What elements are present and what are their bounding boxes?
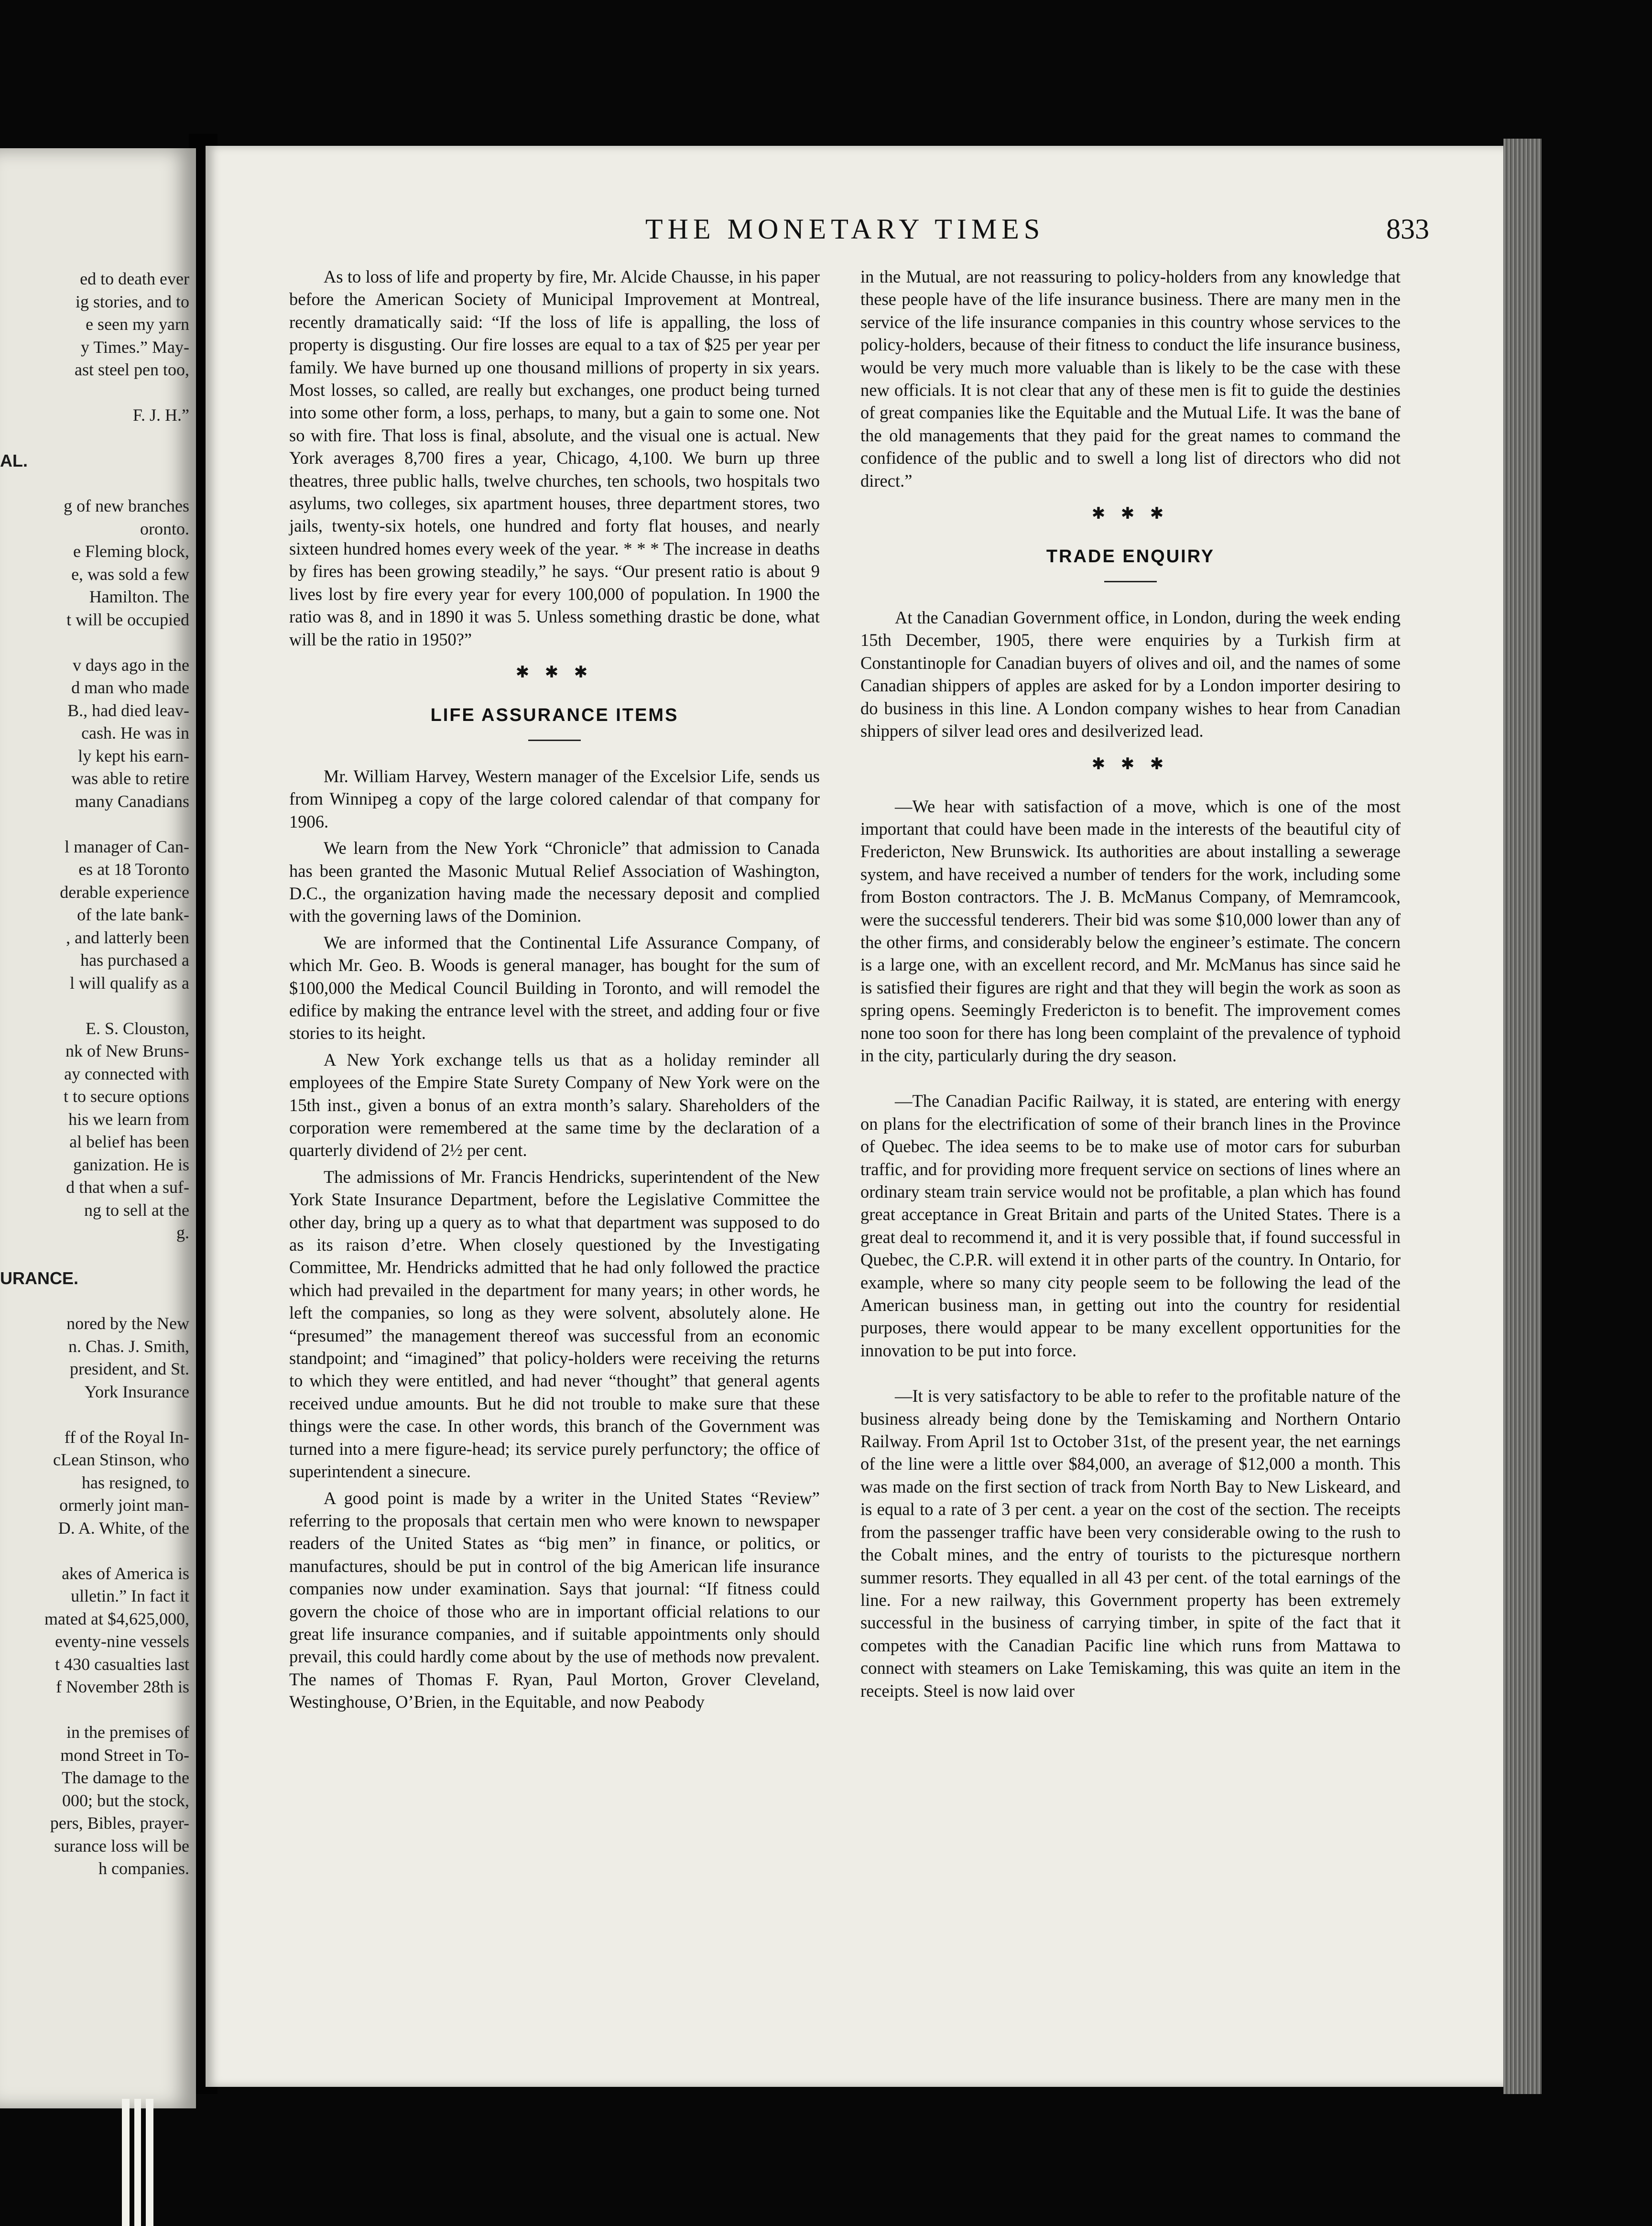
facing-page-line: d man who made xyxy=(71,678,189,697)
facing-page-line: es at 18 Toronto xyxy=(78,860,189,879)
facing-page-line xyxy=(0,1290,196,1313)
facing-page-line: t will be occupied xyxy=(66,610,189,629)
facing-page-line: g. xyxy=(176,1223,189,1242)
facing-page-line: v days ago in the xyxy=(73,655,189,675)
facing-page-line: ig stories, and to xyxy=(76,292,189,311)
facing-page-line: ast steel pen too, xyxy=(75,360,189,379)
facing-page-line: e seen my yarn xyxy=(86,315,189,334)
facing-page-line: D. A. White, of the xyxy=(58,1518,189,1538)
facing-page-line: has purchased a xyxy=(80,950,189,970)
facing-page-line: The damage to the xyxy=(62,1768,189,1787)
facing-page-line: n. Chas. J. Smith, xyxy=(68,1336,189,1356)
facing-page-line: URANCE. xyxy=(0,1268,79,1288)
facing-page-line xyxy=(0,1699,196,1722)
section-ornament: ✱ ✱ ✱ xyxy=(1091,755,1170,773)
facing-page-line: B., had died leav- xyxy=(67,700,189,720)
facing-page-line: ay connected with xyxy=(64,1064,189,1083)
facing-page-line: president, and St. xyxy=(70,1359,189,1378)
facing-page-line: mated at $4,625,000, xyxy=(44,1609,189,1628)
film-edge-stripes xyxy=(122,2099,155,2226)
heading-rule xyxy=(1104,581,1157,582)
facing-page-line: t 430 casualties last xyxy=(55,1654,189,1674)
facing-page-line: AL. xyxy=(0,451,28,470)
facing-page-line: of the late bank- xyxy=(77,905,189,924)
facing-page-line: his we learn from xyxy=(68,1109,189,1129)
facing-page xyxy=(0,148,196,2108)
facing-page-line xyxy=(0,1403,196,1426)
facing-page-line: g of new branches xyxy=(64,496,189,515)
paragraph-masonic-mutual: We learn from the New York “Chronicle” that admission to Canada has been granted the Masonic Mutual Relief Association of Washington, D.C., the organization having made the necessary deposit and complied with the governing laws of the Dominion. xyxy=(289,838,820,926)
facing-page-line: akes of America is xyxy=(62,1563,189,1583)
facing-page-line: many Canadians xyxy=(75,791,189,811)
facing-page-line: e Fleming block, xyxy=(73,542,189,561)
paragraph-temiskaming: —It is very satisfactory to be able to refer to the profitable nature of the business already being done by the Temiskaming and Northern Ontario Railway. From April 1st to October 31st, of the present year, the net earnings of the line were a little over $84,000, an average of $12,000 a month. This was made on the first section of track from North Bay to New Liskeard, and is equal to a rate of 3 per cent. a year on the cost of the section. The receipts from the passenger traffic have been very considerable owing to the rush to the Cobalt mines, and the entry of tourists to the picturesque northern summer resorts. They equalled in all 43 per cent. of the total earnings of the line. For a new railway, this Government property has been extremely successful in the business of carrying timber, in spite of the fact that it competes with the Canadian Pacific line which runs from Mattawa to connect with steamers on Lake Temiskaming, this was quite an item in the receipts. Steel is now laid over xyxy=(860,1386,1401,1701)
paragraph-canadian-pacific: —The Canadian Pacific Railway, it is stated, are entering with energy on plans for the electrification of some of their branch lines in the Province of Quebec. The idea seems to be to make use of motor cars for suburban traffic, and for providing more frequent service on sections of lines where an ordinary steam train service would not be profitable, a plan which has found great acceptance in Great Britain and parts of the United States. There is a great deal to recommend it, and it is very possible that, if found successful in Quebec, the C.P.R. will extend it in other parts of the country. In Ontario, for example, where so many city people seem to be following the lead of the American business man, in getting out into the country for residential purposes, there would appear to be many excellent opportunities for the innovation to be put into force. xyxy=(860,1091,1401,1360)
paragraph-continental-life: We are informed that the Continental Life Assurance Company, of which Mr. Geo. B. Woods is general manager, has bought for the sum of $100,000 the Medical Council Building in Toronto, and will remodel the edifice by making the entrance level with the street, and adding four or five stories to its height. xyxy=(289,932,820,1043)
paragraph-mutual-continued: in the Mutual, are not reassuring to policy-holders from any knowledge that these people have of the life insurance business. There are many men in the service of the life insurance companies in this country whose services to the policy-holders, because of their fitness to conduct the life insurance business, would be very much more valuable than is likely to be the case with these new officials. It is not clear that any of these men is fit to guide the destinies of great companies like the Equitable and the Mutual Life. It was the bane of the old managements that they paid for the great names to command the confidence of the public and to swell a long list of directors who did not direct.” xyxy=(860,267,1401,491)
right-column xyxy=(860,265,1401,1706)
heading-trade-enquiry: TRADE ENQUIRY xyxy=(1046,546,1215,567)
facing-page-line: York Insurance xyxy=(84,1382,189,1401)
facing-page-line: y Times.” May- xyxy=(80,337,189,357)
facing-page-line: , and latterly been xyxy=(66,928,189,947)
facing-page-line xyxy=(0,1244,196,1267)
facing-page-line: was able to retire xyxy=(71,769,189,788)
facing-page-line: ly kept his earn- xyxy=(78,746,189,765)
facing-page-line xyxy=(0,1539,196,1562)
facing-page-line: nk of New Bruns- xyxy=(65,1041,189,1060)
facing-page-line: F. J. H.” xyxy=(132,405,189,425)
facing-page-line: nored by the New xyxy=(66,1314,189,1333)
facing-page-line: t to secure options xyxy=(64,1087,189,1106)
paragraph-big-men: A good point is made by a writer in the United States “Review” referring to the proposals that certain men who were known to newspaper readers of the United States as “big men” in finance, or politics, or manufactures, should be put in control of the big American life insurance companies now under examination. Says that journal: “If fitness could govern the choice of those who are in important official relations to our great life insurance companies, and if suitable appointments only should prevail, this could hardly come about by the use of methods now prevalent. The names of Thomas F. Ryan, Paul Morton, Grover Cleveland, Westinghouse, O’Brien, in the Equitable, and now Peabody xyxy=(289,1488,820,1712)
page-header xyxy=(645,213,1429,256)
facing-page-line: Hamilton. The xyxy=(89,587,189,606)
facing-page-line: d that when a suf- xyxy=(66,1178,189,1197)
facing-page-line: cLean Stinson, who xyxy=(53,1450,189,1469)
facing-page-line xyxy=(0,382,196,404)
facing-page-line: mond Street in To- xyxy=(60,1745,189,1765)
paragraph-fire-losses: As to loss of life and property by fire, Mr. Alcide Chausse, in his paper before the American Society of Municipal Improvement at Montreal, recently dramatically said: “If the loss of life is appalling, the loss of property is disgusting. Our fire losses are equal to a tax of $25 per year per family. We have burned up one thousand millions of property in six years. Most losses, so called, are really but exchanges, one product being turned into some other form, a loss, perhaps, to many, but a gain to some one. Not so with fire. That loss is final, absolute, and the visual one is actual. New York averages 8,700 fires a year, Chicago, 4,100. We burn up three theatres, three public halls, twelve churches, ten schools, two hospitals two asylums, two colleges, six apartment houses, three department stores, two jails, twenty-six hotels, one hundred and forty flat houses, and nearly sixteen hundred homes every week of the year. * * * The increase in deaths by fires has been growing steadily,” he says. “Our present ratio is about 9 lives lost by fire every year for every 100,000 of population. In 1900 the ratio was 8, and in 1890 it was 5. Unless something drastic be done, what will be the ratio in 1950?” xyxy=(289,267,820,649)
left-column xyxy=(289,265,820,1717)
facing-page-line: al belief has been xyxy=(69,1132,189,1151)
facing-page-line: E. S. Clouston, xyxy=(85,1018,189,1038)
facing-page-line: ulletin.” In fact it xyxy=(71,1586,189,1605)
paragraph-hendricks: The admissions of Mr. Francis Hendricks, superintendent of the New York State Insurance Department, before the Legislative Committee the other day, bring up a query as to what that department was supposed to do as its raison d’etre. When closely questioned by the Investigating Committee, Mr. Hendricks admitted that he had only followed the practice which had prevailed in the department for many years; in other words, he left the companies, so long as they were solvent, absolutely alone. He “presumed” the management thereof was successful from an economic standpoint; and “imagined” that policy-holders were receiving the returns to which they were entitled, and had never “thought” that general agents received undue amounts. But he did not trouble to make sure that these things were the case. In other words, this branch of the Government was turned into a mere figure-head; its service purely perfunctory; the office of superintendent a sinecure. xyxy=(289,1167,820,1482)
page-number: 833 xyxy=(1386,213,1429,245)
facing-page-line: derable experience xyxy=(60,882,189,902)
running-title: THE MONETARY TIMES xyxy=(645,213,1045,245)
page-edges xyxy=(1503,139,1542,2094)
facing-page-line xyxy=(0,994,196,1017)
facing-page-line: ff of the Royal In- xyxy=(64,1427,189,1447)
facing-page-text xyxy=(0,268,196,1880)
facing-page-line: l manager of Can- xyxy=(65,837,189,856)
facing-page-line: f November 28th is xyxy=(56,1677,189,1696)
facing-page-line: in the premises of xyxy=(66,1723,189,1742)
facing-page-line: ed to death ever xyxy=(80,269,189,288)
main-page xyxy=(206,146,1503,2087)
facing-page-line: e, was sold a few xyxy=(71,564,189,584)
paragraph-empire-state-surety: A New York exchange tells us that as a holiday reminder all employees of the Empire State Surety Company of New York were on the 15th inst., given a bonus of an extra month’s salary. Shareholders of the corporation were remembered at the same time by the declaration of a quarterly dividend of 2½ per cent. xyxy=(289,1049,820,1160)
heading-rule xyxy=(528,740,581,741)
facing-page-line: pers, Bibles, prayer- xyxy=(50,1813,189,1833)
facing-page-line xyxy=(0,427,196,450)
facing-page-line: cash. He was in xyxy=(81,723,189,742)
facing-page-line: oronto. xyxy=(140,519,189,538)
paragraph-excelsior-life: Mr. William Harvey, Western manager of the Excelsior Life, sends us from Winnipeg a copy of the large colored calendar of that company for 1906. xyxy=(289,766,820,831)
section-ornament: ✱ ✱ ✱ xyxy=(1091,505,1170,523)
paragraph-trade-enquiry: At the Canadian Government office, in London, during the week ending 15th December, 1905, there were enquiries by a Turkish firm at Constantinople for Canadian buyers of olives and oil, and the names of some Canadian shippers of apples are asked for by a London importer desiring to do business in this line. A London company wishes to hear from Canadian shippers of silver lead ores and desilverized lead. xyxy=(860,608,1401,741)
facing-page-line: 000; but the stock, xyxy=(62,1790,189,1810)
section-ornament: ✱ ✱ ✱ xyxy=(515,663,594,681)
facing-page-line: has resigned, to xyxy=(82,1473,189,1492)
facing-page-line: surance loss will be xyxy=(54,1836,189,1855)
facing-page-line: ng to sell at the xyxy=(84,1200,189,1220)
facing-page-line: h companies. xyxy=(98,1859,189,1878)
facing-page-line: ormerly joint man- xyxy=(59,1495,189,1515)
facing-page-line: l will qualify as a xyxy=(70,973,189,993)
facing-page-line: ganization. He is xyxy=(73,1155,189,1174)
facing-page-line xyxy=(0,813,196,836)
facing-page-line xyxy=(0,631,196,654)
facing-page-line: eventy-nine vessels xyxy=(55,1632,189,1651)
facing-page-line xyxy=(0,472,196,495)
paragraph-fredericton: —We hear with satisfaction of a move, which is one of the most important that could have been made in the interests of the beautiful city of Fredericton, New Brunswick. Its authorities are about installing a sewerage system, and have received a number of tenders for the work, including some from Boston contractors. The J. B. McManus Company, of Memramcook, were the successful tenderers. Their bid was some $10,000 lower than any of the other firms, and considerably below the engineer’s estimate. The concern is a large one, with an excellent record, and Mr. McManus has since said he is satisfied their figures are right and that they will begin the work as soon as spring opens. Seemingly Fredericton is to benefit. The improvement comes none too soon for there has long been complaint of the prevalence of typhoid in the city, particularly during the dry season. xyxy=(860,796,1401,1065)
heading-life-assurance-items: LIFE ASSURANCE ITEMS xyxy=(430,705,679,725)
